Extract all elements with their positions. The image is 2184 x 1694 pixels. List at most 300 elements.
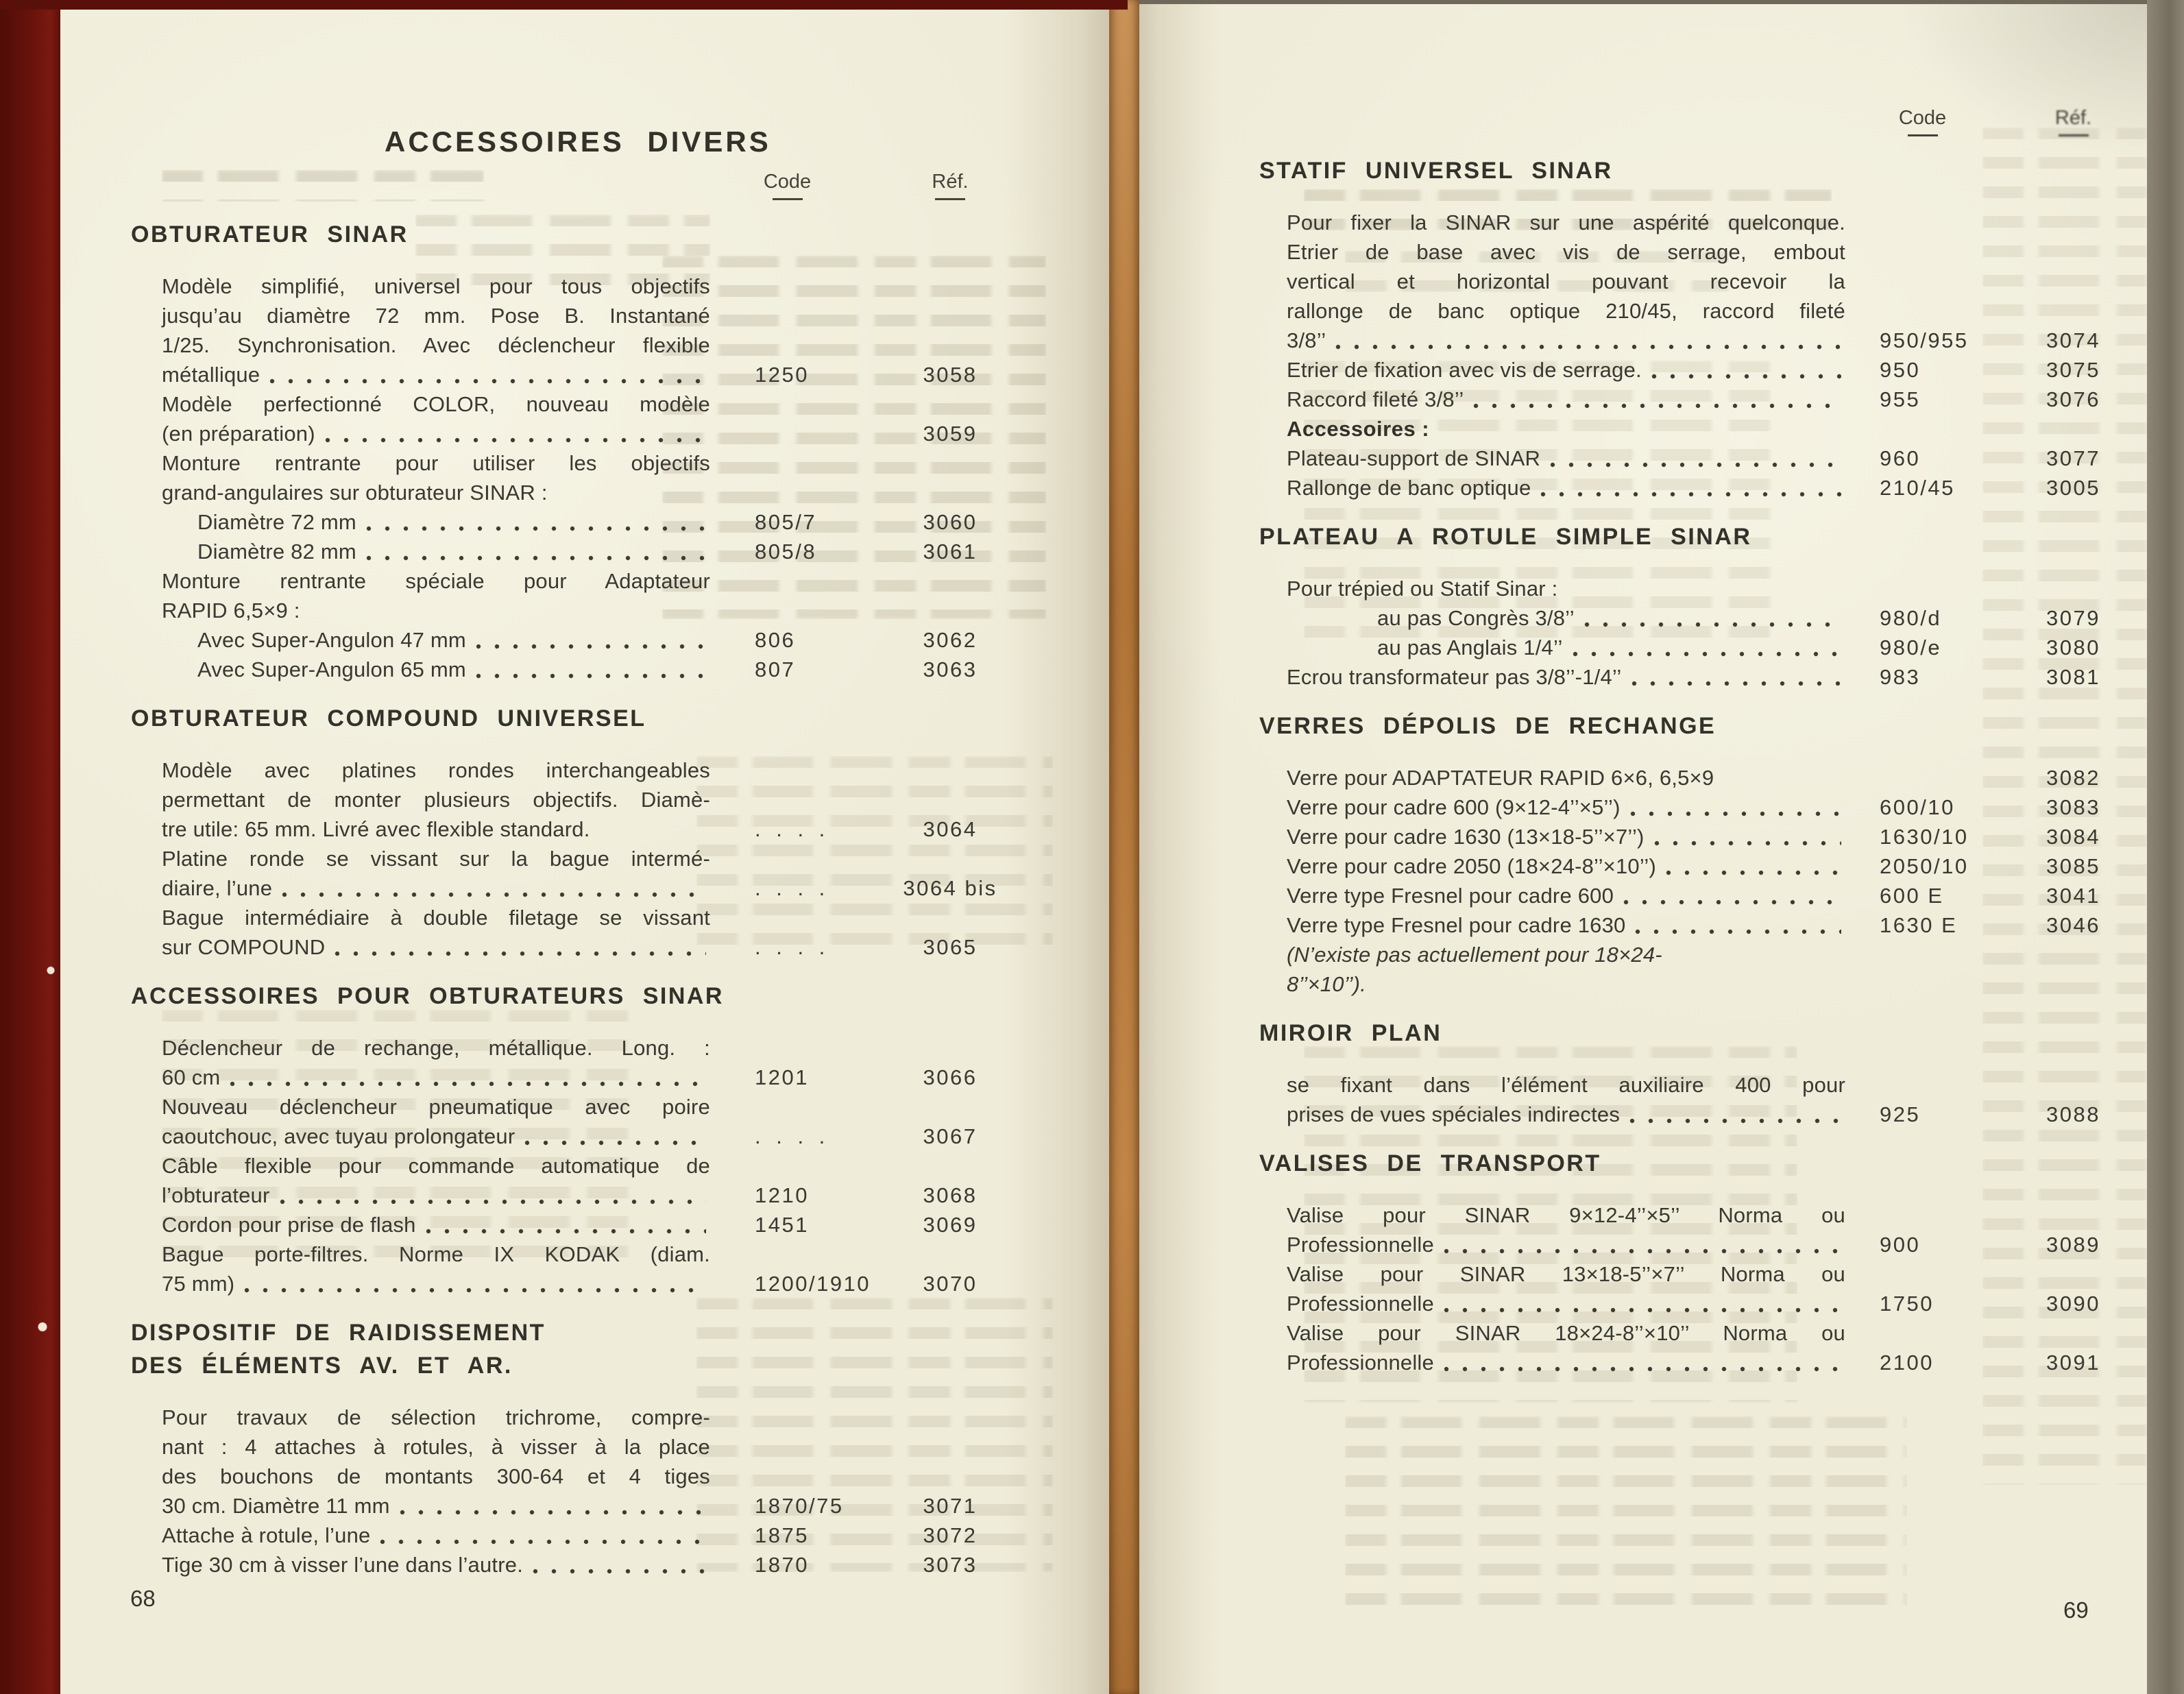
item-description-line: Valise pour SINAR 18×24-8’’×10’’ Norma ou <box>1287 1321 1845 1345</box>
item-tail-line <box>1287 662 1845 692</box>
item-description <box>162 1521 710 1550</box>
code-column-header: Code <box>1845 107 2000 136</box>
item-ref: 3076 <box>2046 387 2100 411</box>
catalog-entry <box>1287 385 2147 414</box>
page-title: ACCESSOIRES DIVERS <box>385 125 771 158</box>
item-code: 960 <box>1880 446 1921 470</box>
catalog-entry <box>162 755 1036 844</box>
catalog-entry <box>162 1151 1036 1210</box>
catalog-entry <box>162 566 1036 625</box>
header-underline <box>2059 134 2089 136</box>
catalog-entry <box>162 844 1036 903</box>
item-description-line: des bouchons de montants 300-64 et 4 tiges <box>162 1464 710 1488</box>
dot-leader <box>1629 1118 1841 1124</box>
item-tail-line <box>1287 633 1845 662</box>
section-heading <box>131 702 1036 735</box>
item-ref: 3058 <box>923 363 978 387</box>
item-description-line: jusqu’au diamètre 72 mm. Pose B. Instantané <box>162 304 710 328</box>
item-description-line: Platine ronde se vissant sur la bague intermé- <box>162 847 710 871</box>
dot-leader <box>426 1229 706 1234</box>
item-tail-line <box>1287 851 1845 881</box>
item-description-line: rallonge de banc optique 210/45, raccord fileté <box>1287 299 1845 323</box>
page-gutter <box>1109 0 1139 1694</box>
item-description <box>162 1033 710 1092</box>
item-tail-text: 3/8’’ <box>1287 328 1326 352</box>
item-ref: 3069 <box>923 1213 978 1237</box>
item-tail-text: Verre pour ADAPTATEUR RAPID 6×6, 6,5×9 <box>1287 766 1714 790</box>
section-heading-line: DES ÉLÉMENTS AV. ET AR. <box>131 1353 513 1379</box>
item-code: 1870/75 <box>755 1494 844 1518</box>
dot-leader <box>1335 344 1841 350</box>
dot-leader <box>1444 1307 1841 1313</box>
item-tail-line <box>1287 822 1845 851</box>
item-description <box>1287 473 1845 503</box>
item-description-line: Pour travaux de sélection trichrome, compre- <box>162 1405 710 1429</box>
item-tail-line <box>1287 1348 1845 1377</box>
item-tail-text: 75 mm) <box>162 1272 235 1296</box>
item-description <box>162 625 710 655</box>
page-left <box>59 9 1109 1694</box>
catalog-entry <box>1287 633 2147 662</box>
item-ref: 3084 <box>2046 825 2100 849</box>
item-description-line: Monture rentrante pour utiliser les objectifs <box>162 451 710 475</box>
item-description <box>1287 603 1845 633</box>
section-heading <box>1259 154 2147 187</box>
item-tail-text: Attache à rotule, l’une <box>162 1523 371 1547</box>
book-edge-left <box>0 0 60 1694</box>
item-description <box>1287 1200 1845 1259</box>
section-heading-line: OBTURATEUR COMPOUND UNIVERSEL <box>131 705 646 731</box>
item-code: 980/d <box>1880 606 1942 630</box>
item-code: 805/8 <box>755 540 817 564</box>
dot-leader <box>476 673 706 679</box>
item-tail-text: au pas Congrès 3/8’’ <box>1377 606 1575 630</box>
dot-leader <box>1473 403 1841 409</box>
dot-leader <box>1584 622 1841 627</box>
catalog-entry <box>162 1521 1036 1550</box>
paper-specks <box>0 0 60 1694</box>
item-tail-line <box>1287 444 1845 473</box>
header-underline <box>773 198 803 200</box>
item-tail-text: au pas Anglais 1/4’’ <box>1377 636 1563 660</box>
item-description-line: Modèle avec platines rondes interchangeables <box>162 758 710 782</box>
item-tail-line <box>1287 1289 1845 1318</box>
item-ref: 3088 <box>2046 1102 2100 1126</box>
item-ref: 3065 <box>923 935 978 959</box>
page-right <box>1139 4 2147 1694</box>
item-description-line: vertical et horizontal pouvant recevoir la <box>1287 269 1845 293</box>
catalog-entry <box>1287 662 2147 692</box>
item-tail-line <box>162 1491 710 1521</box>
column-headers <box>162 171 1036 200</box>
item-description <box>1287 444 1845 473</box>
item-description <box>162 1092 710 1151</box>
item-ref: 3085 <box>2046 854 2100 878</box>
dot-leader <box>1573 651 1841 657</box>
item-description-line: Valise pour SINAR 13×18-5’’×7’’ Norma ou <box>1287 1262 1845 1286</box>
catalog-entry <box>162 389 1036 448</box>
item-tail-line <box>162 596 710 625</box>
catalog-entry <box>1287 881 2147 910</box>
item-ref: 3082 <box>2046 766 2100 790</box>
catalog-entry <box>162 625 1036 655</box>
item-code: . . . . <box>755 876 825 900</box>
section-heading <box>1259 1147 2147 1180</box>
item-description <box>1287 763 1845 792</box>
item-description-line: Bague intermédiaire à double filetage se vissant <box>162 906 710 930</box>
item-tail-line <box>1287 969 1845 999</box>
item-code: 950/955 <box>1880 328 1969 352</box>
catalog-entry <box>1287 822 2147 851</box>
item-description <box>162 1239 710 1298</box>
item-code: 1630 E <box>1880 913 1958 937</box>
item-description <box>162 1210 710 1239</box>
item-tail-text: Plateau-support de SINAR <box>1287 446 1541 470</box>
section-heading-line: STATIF UNIVERSEL SINAR <box>1259 158 1613 184</box>
item-ref: 3090 <box>2046 1292 2100 1316</box>
item-ref: 3074 <box>2046 328 2100 352</box>
item-code: 2050/10 <box>1880 854 1969 878</box>
item-tail-text: Ecrou transformateur pas 3/8’’-1/4’’ <box>1287 665 1622 689</box>
catalog-entry <box>1287 1318 2147 1377</box>
catalog-entry <box>162 1092 1036 1151</box>
item-tail-line <box>1287 910 1845 940</box>
item-description-line: Nouveau déclencheur pneumatique avec poire <box>162 1095 710 1119</box>
catalog-entry <box>162 1550 1036 1580</box>
item-tail-line <box>162 478 710 507</box>
item-tail-text: Diamètre 82 mm <box>197 540 356 564</box>
dot-leader <box>335 951 706 956</box>
dot-leader <box>325 437 706 443</box>
item-tail-line <box>1287 385 1845 414</box>
item-description <box>1287 910 1845 940</box>
item-description <box>162 1550 710 1580</box>
item-description-line: (N’existe pas actuellement pour 18×24- <box>1287 943 1662 967</box>
item-tail-line <box>162 1550 710 1580</box>
item-description <box>162 389 710 448</box>
item-tail-text: Verre pour cadre 2050 (18×24-8’’×10’’) <box>1287 854 1656 878</box>
item-tail-text: Professionnelle <box>1287 1233 1434 1257</box>
item-description <box>162 655 710 684</box>
item-tail-text: Diamètre 72 mm <box>197 510 356 534</box>
dot-leader <box>366 555 706 561</box>
item-tail-text: Raccord fileté 3/8’’ <box>1287 387 1464 411</box>
catalog-entry <box>162 537 1036 566</box>
item-tail-text: Tige 30 cm à visser l’une dans l’autre. <box>162 1553 524 1577</box>
item-description <box>1287 822 1845 851</box>
item-tail-line <box>162 360 710 389</box>
item-tail-text: Avec Super-Angulon 47 mm <box>197 628 466 652</box>
dot-leader <box>1444 1248 1841 1254</box>
item-description-line: Déclencheur de rechange, métallique. Long. : <box>162 1036 710 1060</box>
item-ref: 3077 <box>2046 446 2100 470</box>
dot-leader <box>476 644 706 649</box>
item-tail-line <box>162 1269 710 1298</box>
item-ref: 3072 <box>923 1523 978 1547</box>
item-code: 1451 <box>755 1213 809 1237</box>
item-description <box>162 507 710 537</box>
item-ref: 3067 <box>923 1124 978 1148</box>
section-heading-line: DISPOSITIF DE RAIDISSEMENT <box>131 1320 546 1346</box>
item-tail-line <box>162 507 710 537</box>
item-description <box>162 1151 710 1210</box>
catalog-entry <box>162 1403 1036 1521</box>
dot-leader <box>244 1287 706 1293</box>
item-ref: 3091 <box>2046 1351 2100 1375</box>
item-tail-line <box>1287 574 1845 603</box>
item-ref: 3064 <box>923 817 978 841</box>
item-tail-text: prises de vues spéciales indirectes <box>1287 1102 1621 1126</box>
item-tail-text: Verre pour cadre 600 (9×12-4’’×5’’) <box>1287 795 1621 819</box>
dot-leader <box>282 892 706 897</box>
item-tail-text: Professionnelle <box>1287 1292 1434 1316</box>
catalog-entry <box>1287 603 2147 633</box>
section-heading-line: VERRES DÉPOLIS DE RECHANGE <box>1259 713 1716 739</box>
item-tail-line <box>162 419 710 448</box>
dot-leader <box>1540 492 1841 497</box>
item-code: . . . . <box>755 817 825 841</box>
catalog-entry <box>1287 208 2147 355</box>
catalog-entry <box>1287 1200 2147 1259</box>
dot-leader <box>533 1569 706 1574</box>
dot-leader <box>380 1539 706 1545</box>
item-tail-line <box>162 814 710 844</box>
item-description <box>162 271 710 389</box>
item-tail-line <box>162 655 710 684</box>
item-code: 2100 <box>1880 1351 1934 1375</box>
sub-heading: Accessoires : <box>1287 417 1430 441</box>
item-tail-line <box>1287 603 1845 633</box>
catalog-entry <box>162 448 1036 507</box>
section-heading-line: ACCESSOIRES POUR OBTURATEURS SINAR <box>131 983 724 1009</box>
catalog-entry <box>1287 574 2147 603</box>
item-description-line: Valise pour SINAR 9×12-4’’×5’’ Norma ou <box>1287 1203 1845 1227</box>
item-tail-text: l’obturateur <box>162 1183 270 1207</box>
item-code: 600 E <box>1880 884 1944 908</box>
item-description <box>1287 662 1845 692</box>
dot-leader <box>280 1199 707 1205</box>
item-description <box>1287 355 1845 385</box>
catalog-entry <box>162 1210 1036 1239</box>
item-description-line: permettant de monter plusieurs objectifs. Diamè- <box>162 788 710 812</box>
item-ref: 3060 <box>923 510 978 534</box>
ref-column-header: Réf. <box>2000 107 2147 136</box>
scan-edge-right <box>2147 0 2184 1694</box>
item-tail-line <box>1287 792 1845 822</box>
item-code: 806 <box>755 628 796 652</box>
bleed-through-ghost <box>1345 1416 1907 1608</box>
item-code: 210/45 <box>1880 476 1955 500</box>
item-description-line: Bague porte-filtres. Norme IX KODAK (diam. <box>162 1242 710 1266</box>
item-description-line: Modèle simplifié, universel pour tous objectifs <box>162 274 710 298</box>
item-tail-text: 30 cm. Diamètre 11 mm <box>162 1494 390 1518</box>
item-tail-text: Verre type Fresnel pour cadre 1630 <box>1287 913 1626 937</box>
catalog-entry <box>162 1033 1036 1092</box>
catalog-entry <box>1287 763 2147 792</box>
item-description <box>1287 792 1845 822</box>
item-ref: 3080 <box>2046 636 2100 660</box>
catalog-blocks <box>1259 154 2147 1377</box>
item-description-line: Etrier de base avec vis de serrage, embout <box>1287 240 1845 264</box>
item-description <box>162 537 710 566</box>
item-tail-line <box>1287 1230 1845 1259</box>
dot-leader <box>1635 929 1841 934</box>
item-ref: 3079 <box>2046 606 2100 630</box>
section-heading-line: OBTURATEUR SINAR <box>131 221 409 247</box>
catalog-entry <box>1287 473 2147 503</box>
header-underline <box>935 198 965 200</box>
page-content <box>1259 4 2147 1377</box>
item-ref: 3083 <box>2046 795 2100 819</box>
item-ref: 3064 bis <box>903 876 997 900</box>
item-tail-line <box>162 1122 710 1151</box>
item-description <box>1287 940 1845 999</box>
catalog-blocks <box>131 218 1036 1580</box>
item-code: 807 <box>755 657 796 681</box>
catalog-entry <box>1287 1259 2147 1318</box>
item-code: 1870 <box>755 1553 809 1577</box>
item-tail-line <box>162 625 710 655</box>
item-ref: 3041 <box>2046 884 2100 908</box>
dot-leader <box>1444 1366 1841 1372</box>
item-description-line: nant : 4 attaches à rotules, à visser à la place <box>162 1435 710 1459</box>
item-code: 955 <box>1880 387 1921 411</box>
code-column-header: Code <box>710 171 864 200</box>
dot-leader <box>1666 870 1841 875</box>
book-edge-top <box>0 0 1128 10</box>
catalog-entry <box>1287 355 2147 385</box>
item-code: 1250 <box>755 363 809 387</box>
item-tail-line <box>1287 473 1845 503</box>
catalog-entry <box>1287 910 2147 940</box>
item-tail-line <box>162 1181 710 1210</box>
item-code: 950 <box>1880 358 1921 382</box>
item-description <box>1287 851 1845 881</box>
catalog-entry <box>1287 792 2147 822</box>
item-ref: 3062 <box>923 628 978 652</box>
item-ref: 3070 <box>923 1272 978 1296</box>
item-description-line: se fixant dans l’élément auxiliaire 400 pour <box>1287 1073 1845 1097</box>
catalog-entry <box>162 507 1036 537</box>
section-heading-line: PLATEAU A ROTULE SIMPLE SINAR <box>1259 524 1752 550</box>
item-tail-text: caoutchouc, avec tuyau prolongateur <box>162 1124 515 1148</box>
section-heading <box>1259 1017 2147 1050</box>
section-heading <box>131 980 1036 1013</box>
item-description-line: Pour fixer la SINAR sur une aspérité quelconque. <box>1287 210 1845 234</box>
catalog-entry <box>1287 940 2147 999</box>
item-description <box>1287 385 1845 414</box>
item-description <box>1287 633 1845 662</box>
dot-leader <box>230 1081 706 1087</box>
item-ref: 3059 <box>923 422 978 446</box>
item-tail-text: Professionnelle <box>1287 1351 1434 1375</box>
item-tail-line <box>162 873 710 903</box>
item-description <box>162 566 710 625</box>
item-description <box>1287 881 1845 910</box>
dot-leader <box>269 378 706 384</box>
item-code: 900 <box>1880 1233 1921 1257</box>
item-code: 600/10 <box>1880 795 1955 819</box>
section-heading-line: MIROIR PLAN <box>1259 1020 1442 1046</box>
catalog-entry <box>1287 851 2147 881</box>
catalog-entry <box>162 271 1036 389</box>
catalog-entry <box>1287 444 2147 473</box>
page-content <box>131 9 1036 1580</box>
item-tail-text: Rallonge de banc optique <box>1287 476 1531 500</box>
page-number: 68 <box>130 1586 156 1611</box>
item-description <box>1287 208 1845 355</box>
item-tail-text: (en préparation) <box>162 422 315 446</box>
item-tail-line <box>162 932 710 962</box>
item-description-line: Modèle perfectionné COLOR, nouveau modèle <box>162 392 710 416</box>
item-ref: 3075 <box>2046 358 2100 382</box>
item-code: 805/7 <box>755 510 817 534</box>
page-number: 69 <box>2063 1597 2089 1623</box>
item-ref: 3066 <box>923 1065 978 1089</box>
dot-leader <box>1631 681 1841 686</box>
column-headers <box>1287 107 2147 136</box>
header-underline <box>1908 134 1938 136</box>
item-tail-line <box>1287 881 1845 910</box>
item-ref: 3089 <box>2046 1233 2100 1257</box>
item-ref: 3068 <box>923 1183 978 1207</box>
item-tail-line <box>162 1063 710 1092</box>
dot-leader <box>1550 462 1841 468</box>
item-description <box>162 755 710 844</box>
item-code: 1200/1910 <box>755 1272 871 1296</box>
section-heading-line: VALISES DE TRANSPORT <box>1259 1150 1601 1176</box>
item-ref: 3061 <box>923 540 978 564</box>
dot-leader <box>524 1140 706 1146</box>
item-code: 1750 <box>1880 1292 1934 1316</box>
item-description <box>1287 1318 1845 1377</box>
item-tail-line <box>1287 763 1845 792</box>
catalog-entry <box>162 1239 1036 1298</box>
item-code: 1630/10 <box>1880 825 1969 849</box>
item-tail-text: grand-angulaires sur obturateur SINAR : <box>162 481 548 505</box>
item-description <box>1287 1070 1845 1129</box>
item-tail-text: Verre type Fresnel pour cadre 600 <box>1287 884 1614 908</box>
dot-leader <box>1651 374 1841 379</box>
section-heading <box>131 218 1036 251</box>
item-tail-text: Avec Super-Angulon 65 mm <box>197 657 466 681</box>
item-ref: 3046 <box>2046 913 2100 937</box>
dot-leader <box>400 1510 706 1515</box>
item-tail-text: Etrier de fixation avec vis de serrage. <box>1287 358 1642 382</box>
item-code: 1210 <box>755 1183 809 1207</box>
item-code: . . . . <box>755 935 825 959</box>
item-ref: 3005 <box>2046 476 2100 500</box>
item-tail-line <box>162 1521 710 1550</box>
catalog-entry <box>162 655 1036 684</box>
ref-column-header: Réf. <box>864 171 1036 200</box>
item-description <box>162 448 710 507</box>
item-ref: 3081 <box>2046 665 2100 689</box>
item-tail-text: tre utile: 65 mm. Livré avec flexible standard. <box>162 817 590 841</box>
item-description <box>162 1403 710 1521</box>
item-tail-line <box>1287 1100 1845 1129</box>
catalog-entry <box>1287 1070 2147 1129</box>
item-description <box>1287 574 1845 603</box>
item-tail-text: diaire, l’une <box>162 876 273 900</box>
catalog-entry <box>162 903 1036 962</box>
item-tail-text: Verre pour cadre 1630 (13×18-5’’×7’’) <box>1287 825 1645 849</box>
section-heading <box>1259 520 2147 553</box>
item-tail-text: RAPID 6,5×9 : <box>162 598 300 622</box>
item-code: . . . . <box>755 1124 825 1148</box>
section-heading <box>1259 710 2147 742</box>
item-tail-line <box>162 1210 710 1239</box>
